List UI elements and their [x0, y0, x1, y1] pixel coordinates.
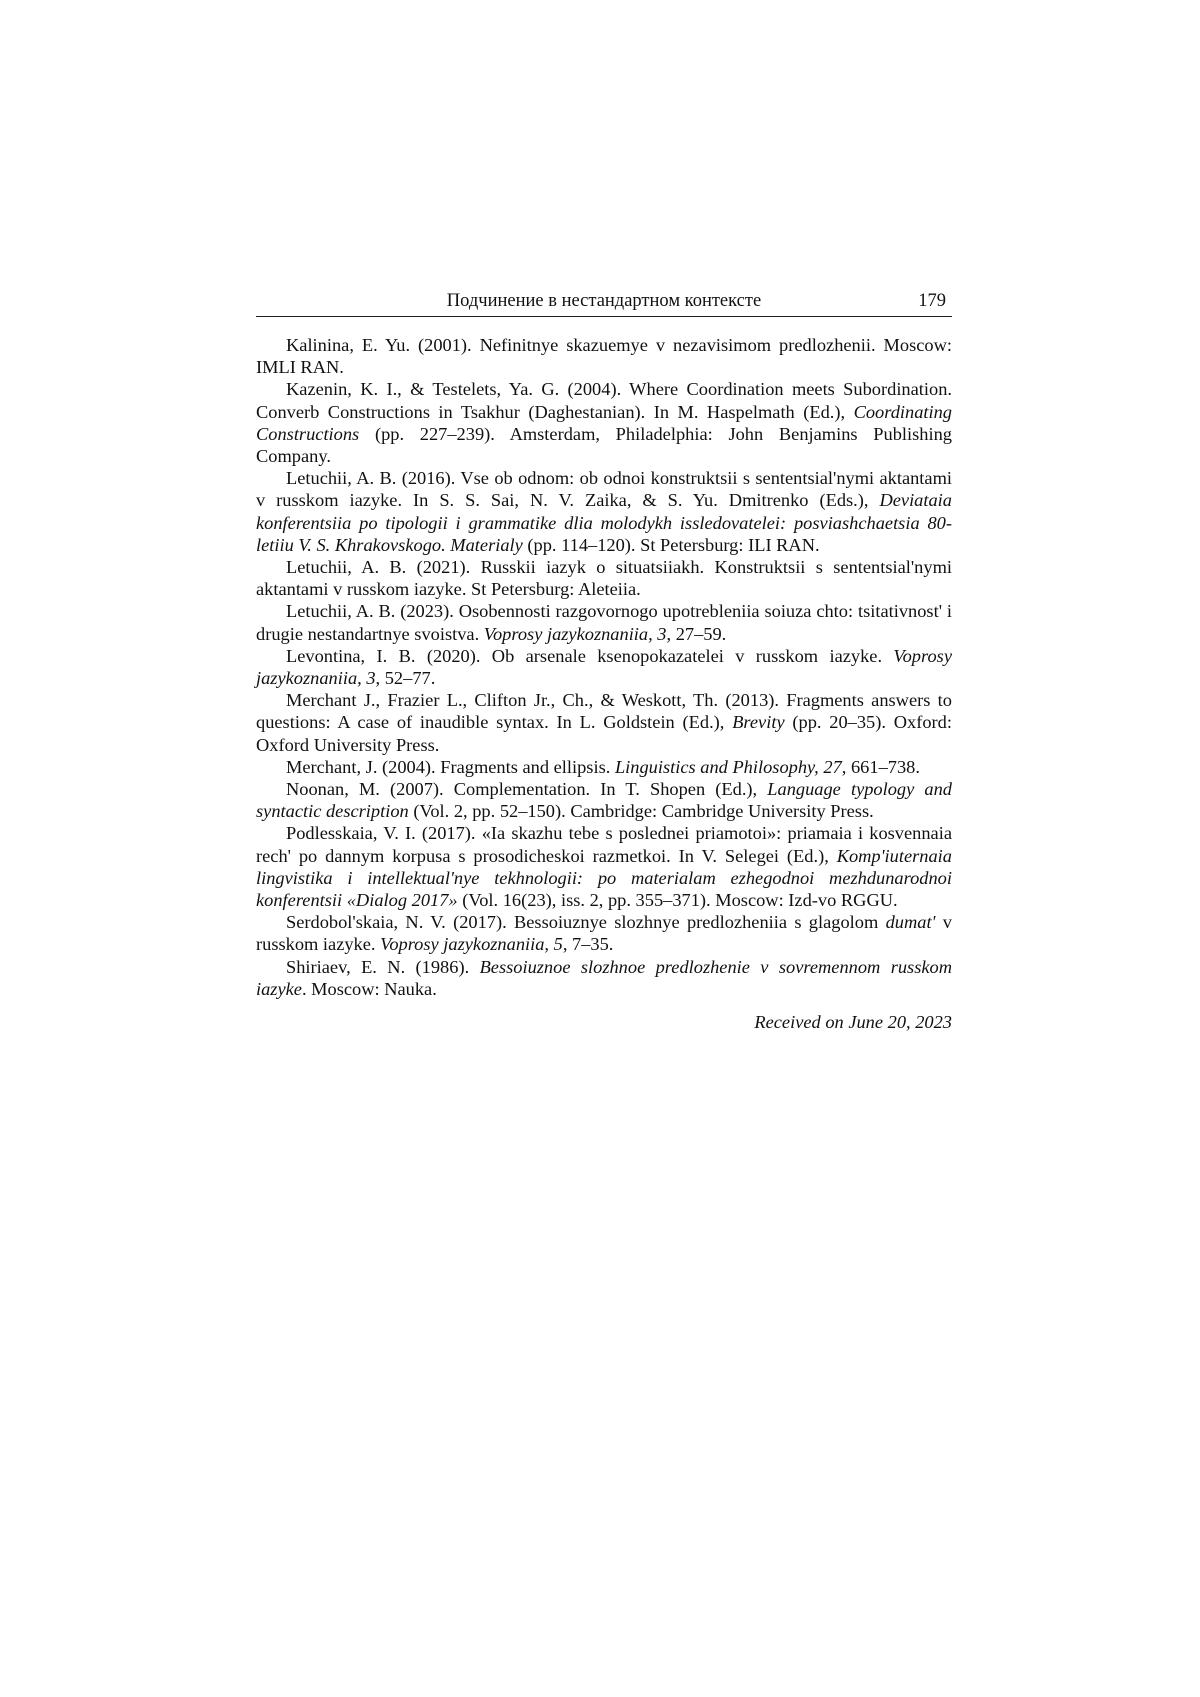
reference-italic-text: Voprosy jazykoznaniia, 3	[483, 623, 667, 644]
reference-text: Podlesskaia, V. I. (2017). «Ia skazhu tebe s poslednei priamotoi»: priamaia i kosvennaia rech' po dannym korpusa s prosodicheskoi razmetkoi. In V. Selegei (Ed.),	[256, 823, 952, 866]
reference-text: , 7–35.	[562, 934, 614, 955]
reference-entry	[256, 467, 952, 556]
reference-entry	[256, 822, 952, 911]
reference-text: (pp. 20–35). Oxford: Oxford University Press.	[256, 712, 952, 755]
reference-entry	[256, 378, 952, 467]
reference-entry	[256, 756, 952, 778]
reference-italic-text: Language typology and syntactic description	[256, 779, 953, 822]
reference-text: Letuchii, A. B. (2016). Vse ob odnom: ob odnoi konstruktsii s sententsial'nymi aktantami v russkom iazyke. In S. S. Sai, N. V. Zaika, & S. Yu. Dmitrenko (Eds.),	[256, 468, 952, 511]
page-number: 179	[918, 291, 946, 311]
page-body	[256, 288, 952, 1033]
reference-text: Kazenin, K. I., & Testelets, Ya. G. (2004). Where Coordination meets Subordination. Converb Constructions in Tsakhur (Daghestanian). In M. Haspelmath (Ed.),	[256, 379, 952, 422]
reference-text: Levontina, I. B. (2020). Ob arsenale ksenopokazatelei v russkom iazyke.	[286, 645, 894, 666]
reference-entry	[256, 645, 952, 689]
running-title: Подчинение в нестандартном контексте	[446, 291, 762, 311]
reference-text: Serdobol'skaia, N. V. (2017). Bessoiuznye slozhnye predlozheniia s glagolom	[286, 912, 886, 933]
reference-italic-text: Komp'iuternaia lingvistika i intellektual'nye tekhnologii: po materialam ezhegodnoi mezhdunarodnoi konferentsii «Dialog 2017»	[256, 845, 952, 911]
reference-text: Merchant, J. (2004). Fragments and ellipsis.	[286, 756, 615, 777]
reference-entry	[256, 911, 952, 955]
reference-italic-text: Deviataia konferentsiia po tipologii i grammatike dlia molodykh issledovatelei: posviashchaetsia 80-letiiu V. S. Khrakovskogo. Materialy	[256, 490, 952, 555]
reference-text: Shiriaev, E. N. (1986).	[286, 956, 480, 977]
reference-italic-text: Voprosy jazykoznaniia, 5	[380, 934, 563, 955]
reference-italic-text: Bessoiuznoe slozhnoe predlozhenie v sovremennom russkom iazyke	[256, 956, 952, 999]
reference-text: , 52–77.	[375, 668, 436, 689]
reference-italic-text: Linguistics and Philosophy, 27	[614, 756, 842, 777]
reference-text: v russkom iazyke.	[256, 912, 953, 955]
reference-text: , 661–738.	[841, 756, 920, 777]
reference-entry	[256, 956, 952, 1000]
reference-text: Kalinina, E. Yu. (2001). Nefinitnye skazuemye v nezavisimom predlozhenii. Moscow: IMLI RAN.	[256, 335, 952, 378]
reference-entry	[256, 600, 952, 644]
reference-text: . Moscow: Nauka.	[301, 978, 437, 999]
received-date: Received on June 20, 2023	[754, 1012, 952, 1033]
reference-list	[256, 334, 952, 1000]
reference-entry	[256, 556, 952, 600]
reference-text: (pp. 114–120). St Petersburg: ILI RAN.	[522, 534, 820, 555]
reference-text: Noonan, M. (2007). Complementation. In T. Shopen (Ed.),	[286, 779, 768, 800]
reference-entry	[256, 334, 952, 378]
reference-text: (Vol. 16(23), iss. 2, pp. 355–371). Moscow: Izd-vo RGGU.	[457, 890, 898, 911]
reference-italic-text: Voprosy jazykoznaniia, 3	[256, 645, 952, 689]
reference-text: Letuchii, A. B. (2021). Russkii iazyk o situatsiiakh. Konstruktsii s sententsial'nymi aktantami v russkom iazyke. St Petersburg: Aleteiia.	[256, 557, 952, 600]
reference-text: Merchant J., Frazier L., Clifton Jr., Ch., & Weskott, Th. (2013). Fragments answers to questions: A case of inaudible syntax. In L. Goldstein (Ed.),	[256, 690, 952, 733]
reference-entry	[256, 689, 952, 756]
running-header	[256, 288, 952, 317]
reference-entry	[256, 778, 952, 822]
reference-italic-text: Coordinating Constructions	[256, 401, 952, 444]
reference-text: , 27–59.	[666, 623, 727, 644]
reference-italic-text: dumat'	[885, 912, 936, 933]
reference-text: (pp. 227–239). Amsterdam, Philadelphia: John Benjamins Publishing Company.	[256, 423, 952, 467]
reference-italic-text: Brevity	[732, 712, 785, 733]
reference-text: Letuchii, A. B. (2023). Osobennosti razgovornogo upotrebleniia soiuza chto: tsitativnost' i drugie nestandartnye svoistva.	[256, 601, 952, 644]
reference-text: (Vol. 2, pp. 52–150). Cambridge: Cambridge University Press.	[408, 801, 874, 822]
